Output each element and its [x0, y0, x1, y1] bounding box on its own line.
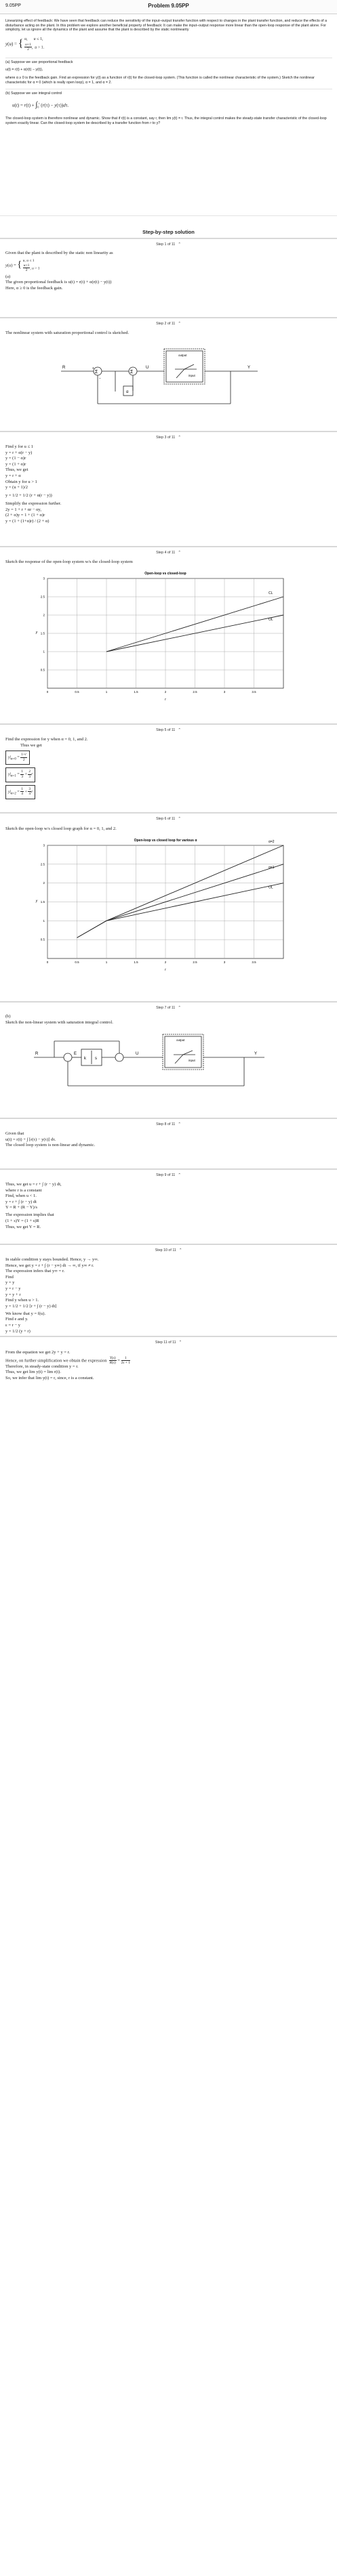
step-line: (2 + α)y = 1 + (1 + α)r [5, 513, 45, 518]
step-line: Therefore, in steady-state condition y = r. [5, 1364, 79, 1369]
x-tick-label: 0.5 [75, 690, 79, 694]
step-2-toggle[interactable] [0, 322, 337, 326]
step-9-content [5, 1182, 62, 1230]
step-line: Thus, we get Y = R. [5, 1224, 41, 1229]
integrator-s: s [95, 1057, 97, 1061]
chart-title: Open-loop vs closed-loop [144, 572, 186, 576]
step-line: ε = r − y [5, 1322, 20, 1328]
caret-up-icon: ⌃ [178, 728, 181, 732]
series-line [77, 845, 284, 937]
step-line: From the equation we get 2y + y = r. [5, 1350, 71, 1355]
step-4-toggle[interactable] [0, 551, 337, 555]
summing-junction-1: Σ [95, 370, 98, 375]
caret-up-icon: ⌃ [178, 322, 181, 326]
problem-part-a: (a) Suppose we use proportional feedback [5, 58, 332, 65]
x-tick-label: 3 [223, 960, 226, 964]
x-tick-label: 1 [105, 960, 108, 964]
step-line: Obtain y for u > 1 [5, 479, 37, 484]
header-chapter: 9.05PP [5, 3, 21, 8]
step-6-text: Sketch the open-loop w/s closed loop graph for α = 0, 1, and 2. [5, 826, 117, 831]
summing-junction-2: Σ [130, 370, 134, 375]
caret-up-icon: ⌃ [178, 436, 181, 440]
y-axis-label: y [35, 631, 38, 635]
step-divider [0, 1336, 337, 1337]
step-divider [0, 238, 337, 239]
step-line: y = r + ∫ (r − y) dt [5, 1199, 37, 1204]
step-line: Hence, we get y = r + ∫ (r − y∞) dt → ∞, if y∞ ≠ r. [5, 1263, 94, 1268]
step-divider [0, 723, 337, 725]
step-line: (b) [5, 1014, 11, 1019]
step-line: u(t) = r(t) + ∫ [r(τ) − y(τ)] dτ. [5, 1137, 56, 1142]
step-line: (a) [5, 274, 11, 279]
step-9-toggle[interactable] [0, 1173, 337, 1177]
nonlinearity-equation: y(u) = { u, u ≤ 1 $\frac{u+1}{2}$ , u > 1 [5, 258, 40, 273]
step-line: The closed loop system is non-linear and dynamic. [5, 1143, 96, 1148]
gain-alpha: α [126, 390, 129, 394]
x-tick-label: 0 [46, 960, 49, 964]
page-header [0, 0, 337, 14]
block-output-label: output [178, 354, 187, 357]
caret-up-icon: ⌃ [178, 1248, 182, 1252]
step-line: Given that [5, 1131, 24, 1136]
integral-control-equation: $u(t) = r(t) + \int_0^t$ (r(τ) − y(τ))dτ. [12, 100, 69, 109]
step-4-text: Sketch the response of the open-loop system w/s the closed-loop system [5, 559, 133, 564]
step-1-content [5, 251, 113, 291]
step-7-content [5, 1014, 113, 1026]
x-tick-label: 2.5 [193, 690, 197, 694]
step-line: Find e and y. [5, 1317, 28, 1322]
step-8-toggle[interactable] [0, 1122, 337, 1126]
step-label: Step 5 of 11 [156, 728, 176, 732]
diagram-label-u: U [136, 1052, 139, 1056]
y-tick-label: 0.5 [40, 937, 45, 942]
step-line-tf: Hence, on further simplification we obtain the expression $\frac{Y(s)}{R(s)}$ = $\frac{1}{2s + 1}$ [5, 1355, 131, 1366]
y-tick-label: 3 [43, 843, 45, 847]
x-tick-label: 0.5 [75, 960, 79, 964]
x-tick-label: 1.5 [134, 960, 138, 964]
chart-title: Open-loop vs closed loop for various α [134, 839, 197, 843]
y-tick-label: 2.5 [40, 862, 45, 866]
integrator-gain: k [84, 1057, 86, 1061]
step-label: Step 11 of 11 [155, 1340, 176, 1345]
step-divider [0, 1118, 337, 1119]
problem-statement [5, 19, 332, 129]
step-5-content [5, 737, 88, 799]
step-line: Given that the plant is described by the static non linearity as [5, 251, 113, 255]
step-label: Step 1 of 11 [156, 242, 176, 247]
step-6-toggle[interactable] [0, 817, 337, 821]
result-alpha-2: $y|_{\alpha=2}$ = $\frac{1}{4}$ + $\frac{3}{4}$ r [5, 785, 35, 799]
step-line: Thus, we get u = r + ∫ (r − y) dt, [5, 1182, 62, 1187]
step-line: y = 1/2 (y + r) [5, 1328, 31, 1334]
step-10-content [5, 1257, 99, 1334]
step-line: (1 + s)Y = (1 + s)R [5, 1218, 39, 1223]
step-11-content [5, 1350, 130, 1381]
step-line: Sketch the non-linear system with saturation integral control. [5, 1019, 113, 1025]
step-divider [0, 317, 337, 318]
step-label: Step 2 of 11 [156, 322, 176, 326]
x-tick-label: 2 [164, 690, 167, 694]
step-divider [0, 546, 337, 547]
block-output-label: output [176, 1038, 185, 1042]
step-label: Step 7 of 11 [156, 1006, 176, 1010]
step-11-toggle[interactable] [0, 1340, 337, 1345]
plant-equation: y(u) = { u, u ≤ 1, $\frac{u+1}{2}$ , u > 1. [5, 37, 45, 52]
step-line: y = (u + 1)/2 [5, 485, 28, 490]
step-10-toggle[interactable] [0, 1248, 337, 1252]
x-tick-label: 1.5 [134, 690, 138, 694]
y-tick-label: 1.5 [40, 631, 45, 635]
step-line: y = (1 − α)r [5, 456, 26, 461]
problem-part-b: (b) Suppose we use integral control [5, 89, 332, 96]
block-input-label: input [189, 1059, 195, 1062]
step-label: Step 4 of 11 [156, 551, 176, 555]
step-label: Step 8 of 11 [156, 1122, 176, 1126]
y-tick-label: 3 [43, 576, 45, 580]
problem-intro: Linearizing effect of feedback: We have seen that feedback can reduce the sensitivity of the input–output transfer function with respect to changes in the plant transfer function, and reduce the effects of a disturbance acting on the plant. In this problem we explore another beneficial property of feedback: It can make the input–output response more linear than the open-loop response of the plant alone. For simplicity, let us ignore all the dynamics of the plant and assume that the plant is described by the static nonlinearity [5, 19, 328, 33]
step-line: Find [5, 1274, 14, 1280]
page-title: Problem 9.05PP [148, 3, 189, 9]
x-tick-label: 1 [105, 690, 108, 694]
series-label: α=2 [269, 840, 275, 844]
step-line: Find, when u < 1. [5, 1194, 37, 1199]
x-tick-label: 3.5 [252, 690, 256, 694]
caret-up-icon: ⌃ [178, 1006, 181, 1010]
y-tick-label: 2 [43, 881, 45, 885]
step-line: The given proportional feedback is u(t) = r(t) + α(r(t) − y(t)) [5, 280, 112, 285]
step-line: Y = R + (R − Y)/s [5, 1205, 37, 1210]
step-label: Step 3 of 11 [156, 436, 176, 440]
alpha-comparison-chart [20, 835, 292, 973]
y-tick-label: 2 [43, 613, 45, 617]
x-tick-label: 2.5 [193, 960, 197, 964]
block-input-label: input [189, 374, 195, 377]
step-divider [0, 431, 337, 432]
step-line: y = r + α(r − y) [5, 450, 33, 455]
svg-text:−: − [99, 377, 101, 381]
step-line: y = 1/2 + 1/2 (r + α(r − y)) [5, 493, 52, 499]
step-line: y = y + r [5, 1292, 21, 1297]
y-tick-label: 0.5 [40, 668, 45, 672]
step-divider [0, 1001, 337, 1002]
y-axis-label: y [35, 899, 38, 904]
diagram-label-y: Y [247, 366, 251, 370]
open-vs-closed-loop-chart [20, 568, 292, 703]
y-tick-label: 1 [43, 919, 45, 923]
diagram-label-u: U [146, 366, 149, 370]
step-7-toggle[interactable] [0, 1006, 337, 1010]
y-tick-label: 1 [43, 650, 45, 654]
x-tick-label: 2 [164, 960, 167, 964]
x-axis-label: r [165, 968, 166, 972]
step-line: y = y [5, 1280, 15, 1286]
step-3-toggle[interactable] [0, 436, 337, 440]
x-tick-label: 3.5 [252, 960, 256, 964]
caret-up-icon: ⌃ [178, 817, 181, 821]
step-divider [0, 1244, 337, 1245]
caret-up-icon: ⌃ [178, 1340, 182, 1345]
step-divider [0, 812, 337, 814]
step-line: The expression implies that [5, 1212, 54, 1218]
step-line: y = r + α [5, 473, 21, 478]
integral-control-diagram [27, 1026, 298, 1094]
problem-part-a-eq: u(t) = r(t) + α(r(t) − y(t)), [5, 68, 43, 72]
step-3-content [5, 444, 61, 527]
step-line: Thus, we get [5, 467, 28, 473]
diagram-label-r: R [62, 366, 66, 370]
step-line: Hence, on further simplification we obtain the expression [5, 1358, 107, 1364]
step-line: 2y = 1 + r + αr − αy, [5, 507, 42, 512]
step-label: Step 6 of 11 [156, 817, 176, 821]
step-line: y = 1/2 + 1/2 [r + ∫ (r − y) dt] [5, 1303, 57, 1309]
result-alpha-1: $y|_{\alpha=1}$ = $\frac{1}{3}$ + $\frac{2}{3}$ r [5, 767, 35, 782]
series-label: α=1 [269, 865, 275, 870]
step-line: Find y for u ≤ 1 [5, 444, 33, 449]
step-line: where r is a constant [5, 1187, 42, 1193]
caret-up-icon: ⌃ [178, 1173, 181, 1177]
series-label: CL [269, 591, 273, 595]
step-line: We know that y = f(u). [5, 1311, 46, 1316]
problem-part-a-text: where α ≥ 0 is the feedback gain. Find an expression for y(t) as a function of r(t) for the closed-loop system. (This function is called the nonlinear characteristic of the system.) Sketch the nonlinear characteristic for α = 0 (which is really open loop), α = 1, and α = 2. [5, 75, 315, 85]
step-1-toggle[interactable] [0, 242, 337, 247]
series-label: OL [269, 885, 273, 890]
step-line: y = (1 + α)r [5, 461, 26, 467]
problem-part-b-text: The closed-loop system is therefore nonlinear and dynamic. Show that if r(t) is a constant, say r, then lim y(t) = r. Thus, the integral control makes the steady-state transfer characteristic of the closed-loop system exactly linear. Can the closed-loop system be described by a transfer function from r to y? [5, 117, 327, 125]
step-line: Thus we get [20, 742, 42, 748]
step-line: So, we infer that lim y(t) = r, since, r is a constant. [5, 1375, 94, 1380]
series-label: OL [269, 618, 273, 622]
step-line: Simplify the expression further. [5, 501, 62, 507]
solution-title: Step-by-step solution [142, 229, 195, 235]
step-line: y = (1 + (1+α)r) / (2 + α) [5, 518, 49, 524]
y-tick-label: 1.5 [40, 900, 45, 904]
step-label: Step 10 of 11 [155, 1248, 176, 1252]
step-line: Find the expression for y when α = 0, 1, and 2. [5, 737, 88, 742]
svg-text:+: + [92, 366, 94, 371]
step-divider [0, 1168, 337, 1170]
caret-up-icon: ⌃ [178, 242, 181, 247]
caret-up-icon: ⌃ [178, 1122, 181, 1126]
caret-up-icon: ⌃ [178, 551, 181, 555]
diagram-label-e: E [74, 1052, 77, 1056]
step-line: Thus, we get lim y(t) = lim r(t). [5, 1370, 61, 1375]
step-line: y = r − y [5, 1286, 21, 1291]
diagram-label-r: R [35, 1052, 39, 1056]
step-line: Find y when u > 1. [5, 1298, 39, 1303]
series-line [77, 864, 284, 938]
y-tick-label: 2.5 [40, 595, 45, 599]
step-line: Here, α ≥ 0 is the feedback gain. [5, 285, 63, 291]
step-line: The expression infers that y∞ = r. [5, 1269, 65, 1274]
step-2-text: The nonlinear system with saturation proportional control is sketched. [5, 331, 130, 335]
step-5-toggle[interactable] [0, 728, 337, 732]
step-line: In stable condition y stays bounded. Hence, y → y∞. [5, 1257, 99, 1262]
x-tick-label: 3 [223, 690, 226, 694]
divider [0, 215, 337, 216]
step-label: Step 9 of 11 [156, 1173, 176, 1177]
diagram-label-y: Y [254, 1052, 258, 1056]
step-8-content [5, 1131, 95, 1149]
result-alpha-0: $y|_{\alpha=0}$ = $\frac{1+r}{2}$ [5, 751, 30, 765]
x-tick-label: 0 [46, 690, 49, 694]
x-axis-label: r [165, 698, 166, 702]
proportional-control-diagram [54, 339, 271, 413]
